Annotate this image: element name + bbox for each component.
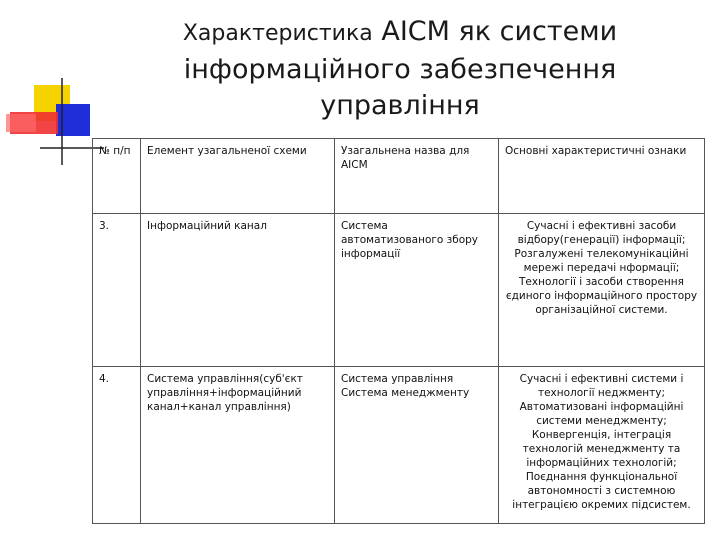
row-features xyxy=(499,367,705,524)
feature-item: Розгалужені телекомунікаційні мережі передачі нформації; xyxy=(514,248,689,274)
table-row xyxy=(93,367,705,524)
characteristics-table xyxy=(92,138,705,524)
row-name: Система автоматизованого збору інформації xyxy=(335,214,499,367)
name-line: Система управління xyxy=(341,373,454,385)
row-number: 3. xyxy=(93,214,141,367)
title-rest-1: АІСМ як системи xyxy=(381,16,618,47)
blue-square xyxy=(56,104,90,136)
header-features: Основні характеристичні ознаки xyxy=(499,139,705,214)
feature-item: Сучасні і ефективні засоби відбору(генерації) інформації; xyxy=(517,220,686,246)
header-name: Узагальнена назва для АІСМ xyxy=(335,139,499,214)
row-name xyxy=(335,367,499,524)
title-line-2: інформаційного забезпечення xyxy=(183,54,617,85)
row-element: Інформаційний канал xyxy=(141,214,335,367)
row-number: 4. xyxy=(93,367,141,524)
slide-title xyxy=(150,14,650,124)
feature-item: Сучасні і ефективні системи і технології неджменту; xyxy=(519,373,684,399)
table-row xyxy=(93,214,705,367)
feature-item: Автоматизовані інформаційні системи менеджменту; xyxy=(519,401,684,427)
row-features xyxy=(499,214,705,367)
feature-item: Поєднання функціональної автономності з системною інтеграцією окремих підсистем. xyxy=(512,471,691,511)
header-number: № п/п xyxy=(93,139,141,214)
pink-bar xyxy=(6,114,36,132)
feature-item: Технології і засоби створення єдиного інформаційного простору організаційної системи. xyxy=(505,276,698,316)
name-line: Система менеджменту xyxy=(341,387,470,399)
header-element: Елемент узагальненої схеми xyxy=(141,139,335,214)
title-line-3: управління xyxy=(320,90,480,121)
title-word-1: Характеристика xyxy=(182,21,373,46)
table-header-row xyxy=(93,139,705,214)
row-element: Система управління(суб'єкт управління+інформаційний канал+канал управління) xyxy=(141,367,335,524)
feature-item: Конвергенція, інтеграція технологій менеджменту та інформаційних технологій; xyxy=(522,429,681,469)
